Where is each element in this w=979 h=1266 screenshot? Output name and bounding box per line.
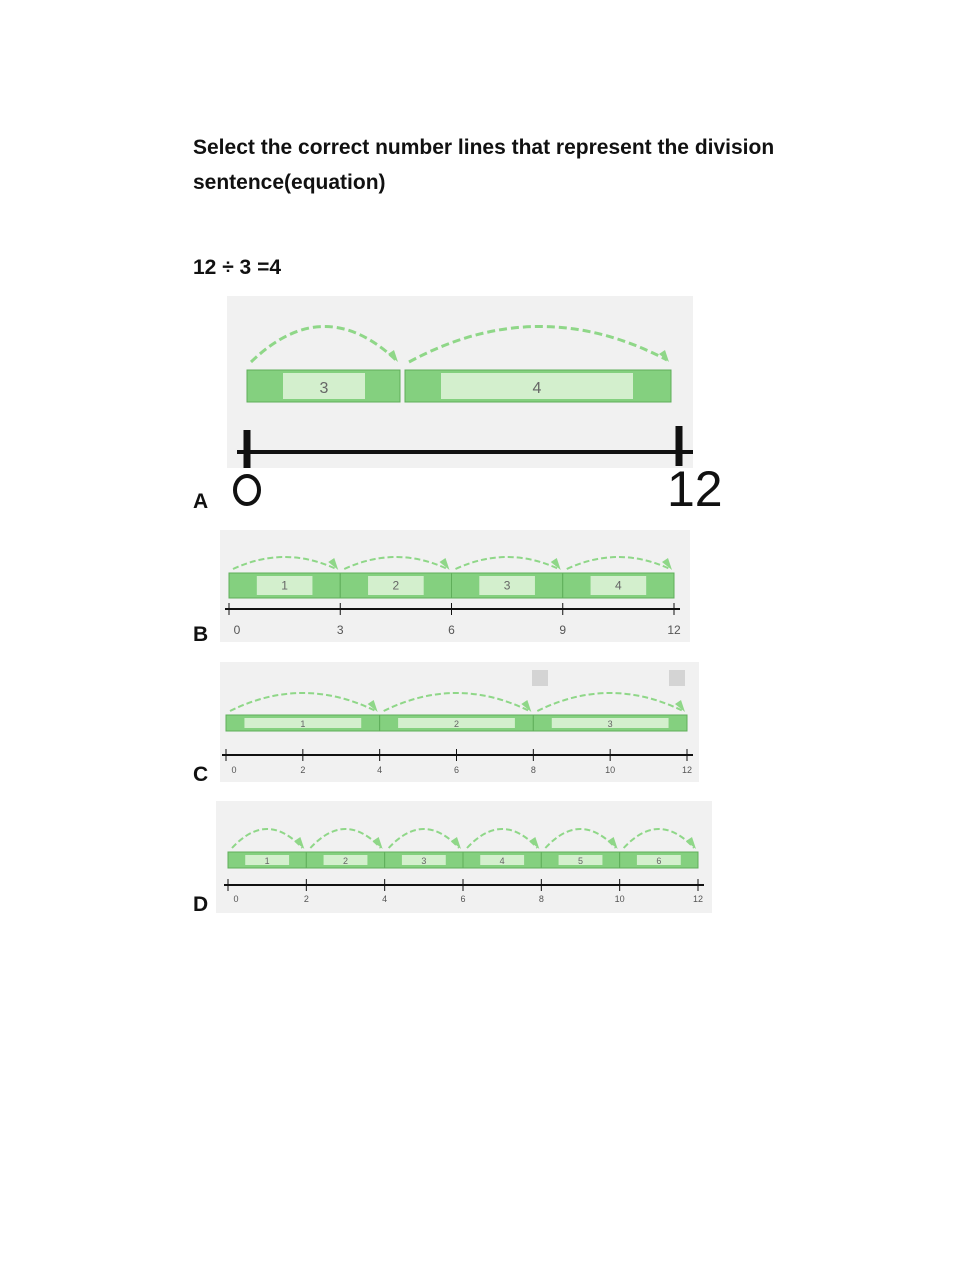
jump-count-label: 3 — [319, 380, 329, 397]
jump-count-label: 1 — [264, 856, 270, 866]
axis-tick-label: 0 — [233, 623, 241, 637]
placeholder-square — [532, 670, 548, 686]
jump-count-label: 4 — [615, 578, 622, 593]
axis-tick-label: 0 — [231, 765, 237, 775]
jump-count-label: 6 — [656, 856, 662, 866]
jump-count-label: 2 — [453, 719, 460, 729]
option-c-label[interactable]: C — [193, 763, 209, 786]
option-c-number-line[interactable] — [220, 662, 699, 782]
axis-tick-label: 0 — [233, 894, 239, 904]
option-a-number-line[interactable] — [227, 296, 723, 517]
axis-tick-label: 8 — [538, 894, 544, 904]
jump-count-label: 3 — [421, 856, 427, 866]
division-equation: 12 ÷ 3 =4 — [193, 256, 282, 279]
handwritten-zero — [235, 476, 259, 504]
option-b-number-line[interactable] — [220, 530, 690, 642]
axis-tick-label: 9 — [559, 623, 567, 637]
axis-tick-label: 6 — [448, 623, 455, 637]
jump-count-label: 5 — [577, 856, 584, 866]
axis-tick-label: 6 — [460, 894, 466, 904]
axis-tick-label: 8 — [530, 765, 536, 775]
axis-tick-label: 2 — [300, 765, 306, 775]
axis-tick-label: 4 — [382, 894, 388, 904]
jump-count-label: 2 — [392, 578, 400, 593]
option-a-label[interactable]: A — [193, 490, 209, 513]
option-d-label[interactable]: D — [193, 893, 209, 916]
jump-count-label: 4 — [499, 856, 505, 866]
axis-tick-label: 12 — [681, 765, 693, 775]
jump-count-label: 1 — [300, 719, 306, 729]
option-b-label[interactable]: B — [193, 623, 209, 646]
question-text: Select the correct number lines that represent the division sentence(equation) — [193, 136, 775, 194]
axis-tick-label: 10 — [605, 765, 616, 775]
placeholder-square — [669, 670, 685, 686]
axis-tick-label: 12 — [692, 894, 704, 904]
jump-count-label: 1 — [281, 578, 288, 593]
axis-tick-label: 3 — [336, 623, 344, 637]
axis-tick-label: 10 — [614, 894, 625, 904]
axis-tick-label: 6 — [453, 765, 460, 775]
jump-count-label: 3 — [503, 578, 511, 593]
handwritten-twelve: 12 — [667, 461, 723, 517]
axis-tick-label: 12 — [667, 623, 681, 637]
axis-tick-label: 4 — [377, 765, 383, 775]
option-d-number-line[interactable] — [216, 801, 712, 913]
axis-tick-label: 2 — [303, 894, 309, 904]
jump-count-label: 2 — [342, 856, 349, 866]
jump-count-label: 3 — [607, 719, 613, 729]
jump-count-label: 4 — [532, 380, 542, 397]
